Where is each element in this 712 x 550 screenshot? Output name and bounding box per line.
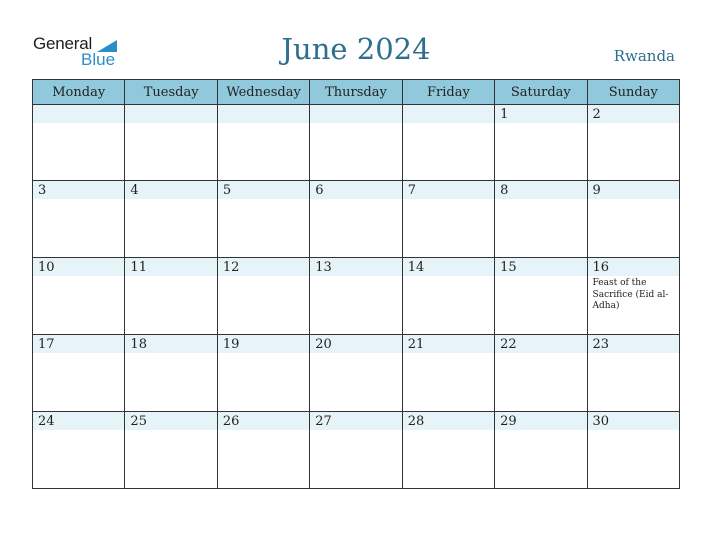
day-number: 14 <box>407 260 425 275</box>
day-cell <box>495 258 587 335</box>
day-cell <box>402 412 494 489</box>
day-band <box>495 181 586 199</box>
day-cell <box>587 105 679 181</box>
day-number: 22 <box>500 337 517 352</box>
day-cell <box>402 258 494 335</box>
day-number: 17 <box>38 337 55 352</box>
day-number: 21 <box>407 337 425 352</box>
day-number: 19 <box>222 337 240 352</box>
day-band <box>495 105 586 123</box>
day-number: 4 <box>130 183 139 198</box>
day-cell <box>310 335 402 412</box>
day-cell <box>495 335 587 412</box>
empty-day-cell <box>217 105 309 181</box>
day-band <box>218 105 309 123</box>
day-cell <box>217 258 309 335</box>
day-cell <box>33 335 125 412</box>
day-number: 25 <box>130 414 147 429</box>
empty-day-cell <box>125 105 217 181</box>
day-cell <box>310 412 402 489</box>
calendar-week-row <box>33 258 680 335</box>
day-cell <box>587 335 679 412</box>
day-band <box>33 105 124 123</box>
day-band <box>310 105 401 123</box>
day-cell <box>125 258 217 335</box>
day-cell <box>495 181 587 258</box>
calendar-grid <box>32 79 680 489</box>
weekday-header: Thursday <box>310 80 402 105</box>
day-number: 18 <box>130 337 147 352</box>
day-number: 28 <box>407 414 425 429</box>
day-cell <box>217 181 309 258</box>
day-cell <box>125 181 217 258</box>
day-band <box>218 181 309 199</box>
day-cell <box>33 412 125 489</box>
day-cell <box>495 412 587 489</box>
day-number: 2 <box>592 107 601 122</box>
day-number: 15 <box>500 260 517 275</box>
empty-day-cell <box>310 105 402 181</box>
day-band <box>33 181 124 199</box>
weekday-header: Sunday <box>587 80 679 105</box>
holiday-label: Feast of the Sacrifice (Eid al-Adha) <box>592 278 669 311</box>
day-cell <box>125 412 217 489</box>
day-number: 27 <box>315 414 332 429</box>
day-cell <box>310 181 402 258</box>
day-cell <box>217 335 309 412</box>
day-number: 8 <box>500 183 509 198</box>
day-number: 11 <box>130 260 147 275</box>
day-number: 16 <box>592 260 610 275</box>
day-cell <box>587 412 679 489</box>
day-number: 23 <box>592 337 610 352</box>
logo-blue-text: Blue <box>81 50 116 69</box>
calendar-week-row <box>33 181 680 258</box>
day-number: 26 <box>222 414 240 429</box>
day-number: 9 <box>592 183 601 198</box>
day-band <box>125 105 216 123</box>
day-number: 13 <box>315 260 332 275</box>
day-cell <box>33 258 125 335</box>
day-number: 12 <box>222 260 240 275</box>
day-cell <box>587 181 679 258</box>
day-number: 30 <box>592 414 610 429</box>
day-number: 6 <box>315 183 324 198</box>
day-cell <box>402 335 494 412</box>
weekday-header-row <box>33 80 680 105</box>
day-band <box>125 181 216 199</box>
day-number: 1 <box>500 107 509 122</box>
day-number: 10 <box>38 260 55 275</box>
day-number: 7 <box>407 183 416 198</box>
weekday-header: Wednesday <box>217 80 309 105</box>
logo-general-text: General <box>33 34 93 53</box>
weekday-header: Monday <box>33 80 125 105</box>
weekday-header: Friday <box>402 80 494 105</box>
calendar-week-row <box>33 335 680 412</box>
day-number: 3 <box>38 183 47 198</box>
day-band <box>588 181 679 199</box>
day-cell <box>217 412 309 489</box>
calendar-week-row <box>33 105 680 181</box>
calendar-week-row <box>33 412 680 489</box>
day-number: 20 <box>315 337 332 352</box>
day-band <box>403 105 494 123</box>
weekday-header: Tuesday <box>125 80 217 105</box>
day-band <box>310 181 401 199</box>
day-band <box>588 105 679 123</box>
day-number: 29 <box>500 414 517 429</box>
empty-day-cell <box>33 105 125 181</box>
country-label: Rwanda <box>613 47 675 65</box>
day-cell <box>125 335 217 412</box>
day-cell <box>402 181 494 258</box>
empty-day-cell <box>402 105 494 181</box>
page-title: June 2024 <box>281 32 431 66</box>
day-cell <box>587 258 679 335</box>
day-number: 24 <box>38 414 55 429</box>
day-number: 5 <box>222 183 232 198</box>
day-cell <box>495 105 587 181</box>
weekday-header: Saturday <box>495 80 587 105</box>
day-band <box>403 181 494 199</box>
day-cell <box>33 181 125 258</box>
day-cell <box>310 258 402 335</box>
